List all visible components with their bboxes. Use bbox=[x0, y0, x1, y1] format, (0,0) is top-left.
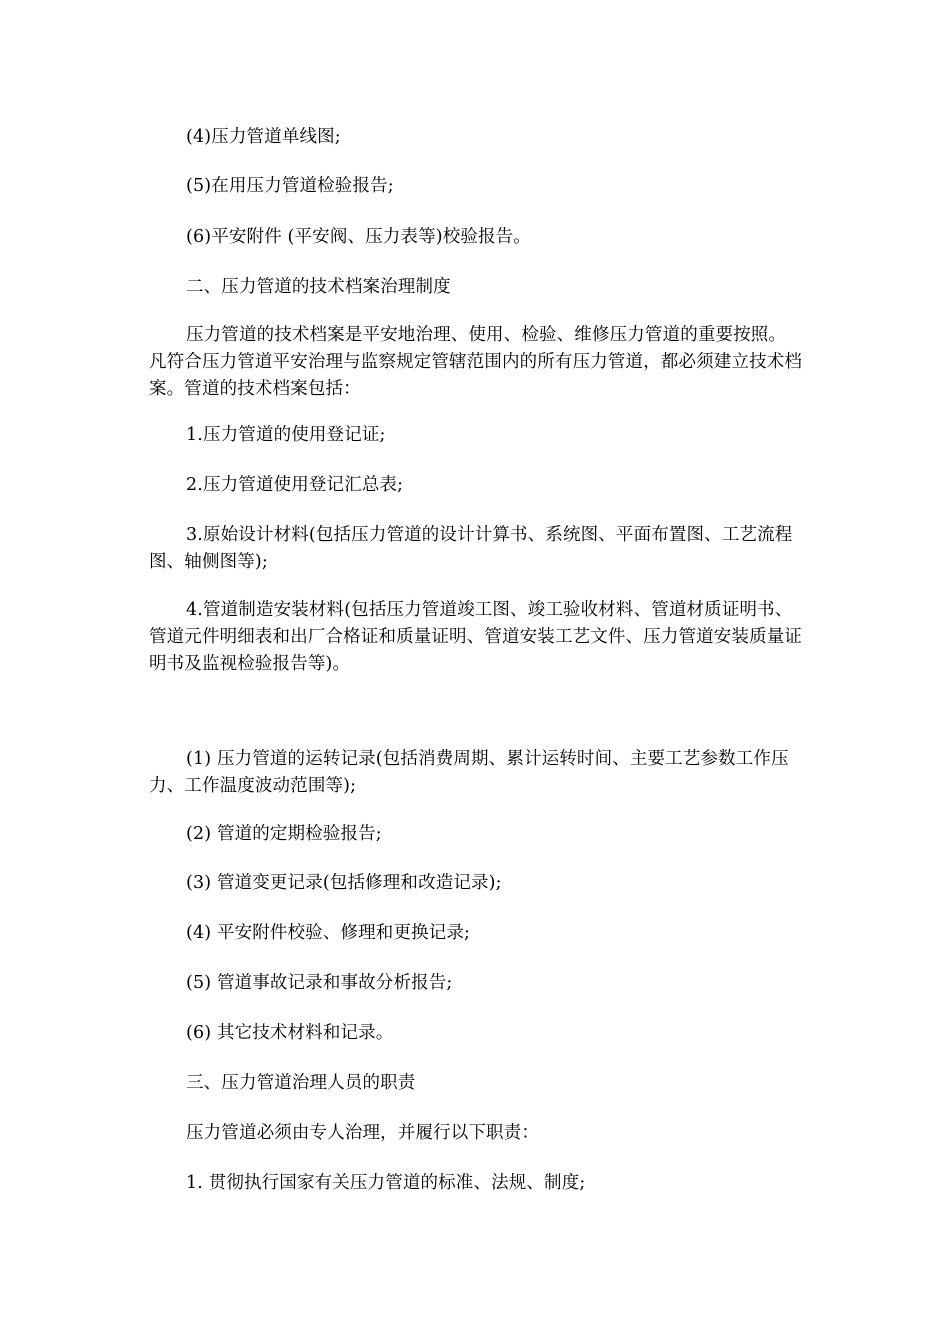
list-item-2-registration-summary: 2.压力管道使用登记汇总表; bbox=[186, 475, 404, 495]
list-item-periodic-inspection: (2) 管道的定期检验报告; bbox=[186, 824, 382, 844]
paragraph-technical-archive-intro: 压力管道的技术档案是平安地治理、使用、检验、维修压力管道的重要按照。凡符合压力管道平安治理与监察规定管辖范围内的所有压力管道，都必须建立技术档案。管道的技术档案包括： bbox=[149, 325, 803, 399]
list-item-1-registration-certificate: 1.压力管道的使用登记证; bbox=[186, 425, 386, 445]
list-item-4-installation-materials: 4.管道制造安装材料(包括压力管道竣工图、竣工验收材料、管道材质证明书、管道元件明细表和出厂合格证和质量证明、管道安装工艺文件、压力管道安装质量证明书及监视检验报告等)。 bbox=[149, 600, 803, 674]
paragraph-item-4-single-line-diagram: (4)压力管道单线图; bbox=[186, 127, 341, 147]
list-item-safety-accessory-records: (4) 平安附件校验、修理和更换记录; bbox=[186, 923, 471, 943]
section-heading-2: 二、压力管道的技术档案治理制度 bbox=[186, 277, 451, 297]
list-item-operation-records: (1) 压力管道的运转记录(包括消费周期、累计运转时间、主要工艺参数工作压力、工作温度波动范围等); bbox=[149, 749, 789, 796]
paragraph-item-6-safety-accessory-report: (6)平安附件 (平安阀、压力表等)校验报告。 bbox=[186, 227, 531, 247]
section-heading-3: 三、压力管道治理人员的职责 bbox=[186, 1073, 416, 1093]
list-item-accident-records: (5) 管道事故记录和事故分析报告; bbox=[186, 973, 453, 993]
list-item-other-materials: (6) 其它技术材料和记录。 bbox=[186, 1023, 394, 1043]
list-item-3-design-materials: 3.原始设计材料(包括压力管道的设计计算书、系统图、平面布置图、工艺流程图、轴侧图等); bbox=[149, 525, 793, 572]
paragraph-item-5-inspection-report: (5)在用压力管道检验报告; bbox=[186, 176, 394, 196]
list-item-change-records: (3) 管道变更记录(包括修理和改造记录); bbox=[186, 873, 502, 893]
paragraph-manager-duties-intro: 压力管道必须由专人治理，并履行以下职责： bbox=[186, 1123, 539, 1143]
list-item-1-implement-standards: 1. 贯彻执行国家有关压力管道的标准、法规、制度; bbox=[186, 1173, 586, 1193]
